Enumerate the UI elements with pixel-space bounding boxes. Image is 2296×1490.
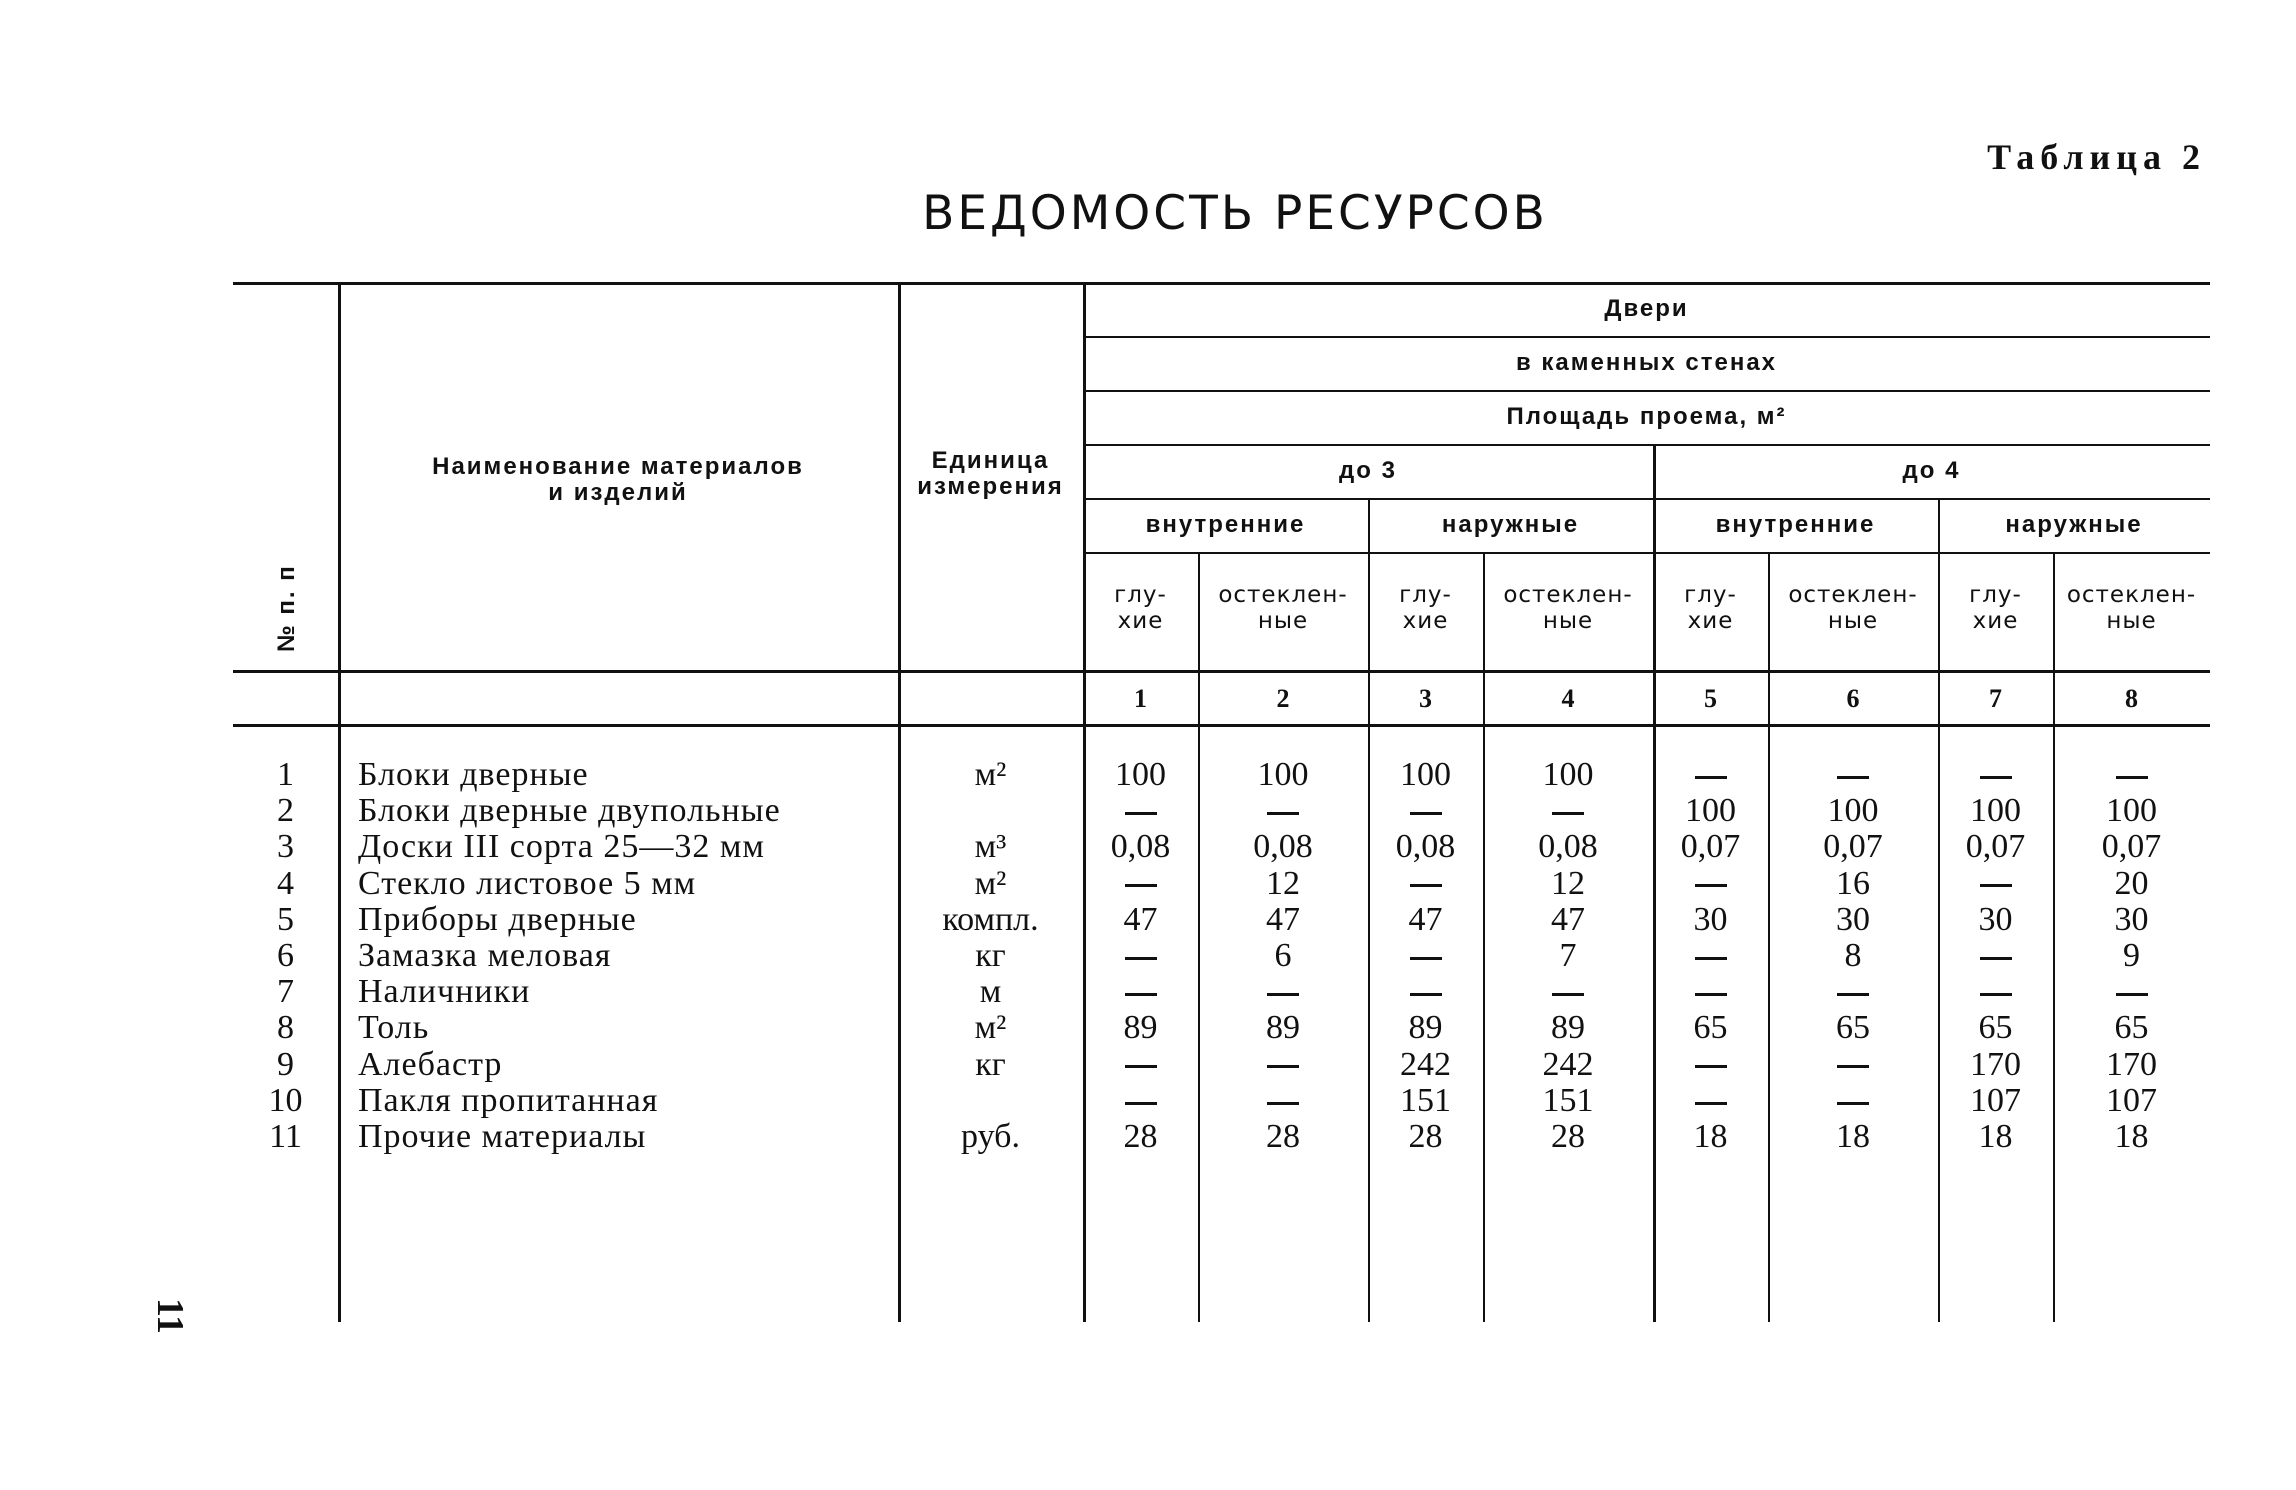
dash-mark xyxy=(1410,993,1442,996)
value-cell-col-1 xyxy=(1083,938,1198,974)
value-cell-col-3: 47 xyxy=(1408,900,1443,938)
unit: руб. xyxy=(961,1118,1020,1155)
dash-mark xyxy=(1695,776,1727,779)
value-cell-col-2: 0,08 xyxy=(1253,828,1313,866)
value-cell-col-2 xyxy=(1198,793,1368,829)
value-cell-col-6: 30 xyxy=(1836,900,1870,938)
dash-mark xyxy=(1695,957,1727,960)
row-number: 2 xyxy=(277,792,294,830)
header-stone-walls: в каменных стенах xyxy=(1515,349,1778,376)
document-title: ВЕДОМОСТЬ РЕСУРСОВ xyxy=(922,186,1548,241)
value-cell-col-1 xyxy=(1083,793,1198,829)
value-cell-col-5 xyxy=(1653,866,1768,902)
value-cell-col-6 xyxy=(1768,1083,1938,1119)
row-number: 4 xyxy=(277,864,294,902)
value-cell-col-7 xyxy=(1938,866,2053,902)
dash-mark xyxy=(1695,1102,1727,1105)
value-cell-col-1: 100 xyxy=(1115,756,1166,793)
value-cell-col-1 xyxy=(1083,866,1198,902)
header-leaf-7: глу- хие xyxy=(1969,582,2022,634)
dash-mark xyxy=(1837,1102,1869,1105)
table-row xyxy=(233,1047,2210,1083)
table-row xyxy=(233,938,2210,974)
unit: компл. xyxy=(942,900,1039,938)
value-cell-col-1: 28 xyxy=(1123,1118,1158,1155)
page-number: 11 xyxy=(149,1298,191,1334)
dash-mark xyxy=(1267,1065,1299,1068)
value-cell-col-2: 6 xyxy=(1274,937,1292,974)
value-cell-col-4: 100 xyxy=(1542,756,1594,793)
rule-opening-area xyxy=(1083,390,2210,392)
value-cell-col-8: 9 xyxy=(2123,937,2140,974)
material-name: Прочие материалы xyxy=(358,1118,647,1155)
value-cell-col-5: 30 xyxy=(1693,900,1728,938)
unit: м³ xyxy=(974,828,1007,866)
value-cell-col-4: 47 xyxy=(1551,900,1585,938)
value-cell-col-5 xyxy=(1653,1047,1768,1083)
column-number-1: 1 xyxy=(1134,684,1147,713)
row-number: 10 xyxy=(268,1081,303,1119)
dash-mark xyxy=(1695,1065,1727,1068)
table-row xyxy=(233,829,2210,865)
value-cell-col-3 xyxy=(1368,866,1483,902)
rule-colnum-bottom xyxy=(233,724,2210,727)
header-name: Наименование материалов и изделий xyxy=(432,453,804,506)
value-cell-col-3: 0,08 xyxy=(1395,828,1456,866)
material-name: Доски III сорта 25—32 мм xyxy=(358,828,765,866)
value-cell-col-8: 107 xyxy=(2106,1081,2157,1119)
value-cell-col-3: 242 xyxy=(1400,1045,1451,1083)
value-cell-col-8: 170 xyxy=(2106,1045,2157,1083)
value-cell-col-3: 151 xyxy=(1400,1081,1451,1119)
value-cell-col-3 xyxy=(1368,974,1483,1010)
row-number: 6 xyxy=(277,937,294,974)
header-area-upto-4: до 4 xyxy=(1902,457,1961,484)
value-cell-col-7 xyxy=(1938,757,2053,793)
value-cell-col-2: 28 xyxy=(1266,1118,1300,1155)
dash-mark xyxy=(1980,993,2012,996)
dash-mark xyxy=(1125,1065,1157,1068)
value-cell-col-2 xyxy=(1198,1083,1368,1119)
value-cell-col-5: 65 xyxy=(1693,1009,1728,1047)
table-row xyxy=(233,902,2210,938)
dash-mark xyxy=(1125,957,1157,960)
header-opening-area: Площадь проема, м² xyxy=(1506,403,1787,430)
dash-mark xyxy=(1125,1102,1157,1105)
unit xyxy=(898,1083,1083,1119)
value-cell-col-3: 100 xyxy=(1400,756,1451,793)
value-cell-col-4 xyxy=(1483,793,1653,829)
value-cell-col-3: 28 xyxy=(1408,1118,1443,1155)
material-name: Пакля пропитанная xyxy=(358,1081,659,1119)
rule-door-types xyxy=(1083,498,2210,500)
dash-mark xyxy=(1267,993,1299,996)
value-cell-col-2: 47 xyxy=(1266,900,1300,938)
dash-mark xyxy=(1980,957,2012,960)
rule-area-groups xyxy=(1083,444,2210,446)
value-cell-col-7: 30 xyxy=(1978,900,2013,938)
value-cell-col-4: 7 xyxy=(1559,937,1577,974)
row-number: 5 xyxy=(277,900,294,938)
value-cell-col-6 xyxy=(1768,974,1938,1010)
value-cell-col-6 xyxy=(1768,1047,1938,1083)
value-cell-col-1 xyxy=(1083,1083,1198,1119)
value-cell-col-5 xyxy=(1653,938,1768,974)
column-number-5: 5 xyxy=(1704,684,1717,713)
dash-mark xyxy=(1125,884,1157,887)
value-cell-col-6: 65 xyxy=(1836,1009,1870,1047)
dash-mark xyxy=(1980,884,2012,887)
column-number-6: 6 xyxy=(1846,684,1860,713)
unit: кг xyxy=(975,1045,1006,1083)
material-name: Толь xyxy=(358,1009,430,1047)
table-row xyxy=(233,866,2210,902)
value-cell-col-7 xyxy=(1938,974,2053,1010)
unit: м² xyxy=(974,1009,1007,1047)
value-cell-col-8: 100 xyxy=(2106,792,2157,830)
material-name: Стекло листовое 5 мм xyxy=(358,864,697,902)
dash-mark xyxy=(1267,1102,1299,1105)
value-cell-col-8: 18 xyxy=(2114,1118,2149,1155)
dash-mark xyxy=(1410,812,1442,815)
value-cell-col-7: 100 xyxy=(1970,792,2021,830)
material-name: Блоки дверные xyxy=(358,756,589,793)
value-cell-col-7: 18 xyxy=(1978,1118,2013,1155)
row-number: 9 xyxy=(277,1045,294,1083)
rule-header-bottom xyxy=(233,670,2210,673)
value-cell-col-2: 100 xyxy=(1257,756,1309,793)
unit: м² xyxy=(974,756,1007,793)
table-row xyxy=(233,1083,2210,1119)
value-cell-col-7: 0,07 xyxy=(1965,828,2026,866)
material-name: Приборы дверные xyxy=(358,900,637,938)
dash-mark xyxy=(1552,993,1584,996)
value-cell-col-3: 89 xyxy=(1408,1009,1443,1047)
dash-mark xyxy=(1837,776,1869,779)
value-cell-col-5 xyxy=(1653,757,1768,793)
dash-mark xyxy=(1267,812,1299,815)
value-cell-col-3 xyxy=(1368,793,1483,829)
header-leaf-1: глу- хие xyxy=(1114,582,1167,634)
value-cell-col-5 xyxy=(1653,1083,1768,1119)
value-cell-col-6: 0,07 xyxy=(1823,828,1883,866)
value-cell-col-3 xyxy=(1368,938,1483,974)
table-label: Таблица 2 xyxy=(1987,137,2206,177)
header-type-1: внутренние xyxy=(1145,511,1306,538)
value-cell-col-4: 151 xyxy=(1542,1081,1594,1119)
header-type-2: наружные xyxy=(1441,511,1580,538)
value-cell-col-8: 0,07 xyxy=(2101,828,2162,866)
row-number: 3 xyxy=(277,828,294,866)
dash-mark xyxy=(2116,993,2148,996)
dash-mark xyxy=(1837,1065,1869,1068)
value-cell-col-2 xyxy=(1198,1047,1368,1083)
table-row xyxy=(233,1119,2210,1155)
dash-mark xyxy=(2116,776,2148,779)
value-cell-col-4: 242 xyxy=(1542,1045,1594,1083)
value-cell-col-1: 89 xyxy=(1123,1009,1158,1047)
dash-mark xyxy=(1837,993,1869,996)
header-num: № п. п xyxy=(273,564,300,652)
material-name: Алебастр xyxy=(358,1045,503,1083)
value-cell-col-8 xyxy=(2053,757,2210,793)
header-leaf-3: глу- хие xyxy=(1399,582,1452,634)
value-cell-col-4: 0,08 xyxy=(1538,828,1598,866)
header-type-4: наружные xyxy=(2005,511,2143,538)
value-cell-col-2: 12 xyxy=(1266,864,1300,902)
value-cell-col-5 xyxy=(1653,974,1768,1010)
dash-mark xyxy=(1410,884,1442,887)
column-number-7: 7 xyxy=(1989,684,2002,713)
value-cell-col-4 xyxy=(1483,974,1653,1010)
value-cell-col-8: 30 xyxy=(2114,900,2149,938)
value-cell-col-7: 107 xyxy=(1970,1081,2021,1119)
column-number-4: 4 xyxy=(1561,684,1575,713)
header-leaf-2: остеклен- ные xyxy=(1218,582,1348,634)
header-leaf-8: остеклен- ные xyxy=(2066,582,2197,634)
dash-mark xyxy=(1552,812,1584,815)
table-row xyxy=(233,793,2210,829)
material-name: Замазка меловая xyxy=(358,937,612,974)
value-cell-col-2: 89 xyxy=(1266,1009,1300,1047)
rule-stone-walls xyxy=(1083,336,2210,338)
table-row xyxy=(233,1010,2210,1046)
row-number: 7 xyxy=(277,973,294,1011)
header-doors: Двери xyxy=(1604,295,1689,322)
value-cell-col-1: 47 xyxy=(1123,900,1158,938)
unit: кг xyxy=(975,937,1006,974)
value-cell-col-7 xyxy=(1938,938,2053,974)
unit: м xyxy=(979,973,1002,1011)
column-number-2: 2 xyxy=(1276,684,1290,713)
dash-mark xyxy=(1695,993,1727,996)
header-leaf-6: остеклен- ные xyxy=(1788,582,1918,634)
value-cell-col-4: 89 xyxy=(1551,1009,1585,1047)
value-cell-col-4: 28 xyxy=(1551,1118,1585,1155)
table-row xyxy=(233,974,2210,1010)
value-cell-col-6: 8 xyxy=(1844,937,1862,974)
row-number: 8 xyxy=(277,1009,294,1047)
resources-table xyxy=(233,282,2210,1322)
value-cell-col-1: 0,08 xyxy=(1110,828,1171,866)
dash-mark xyxy=(1125,993,1157,996)
value-cell-col-2 xyxy=(1198,974,1368,1010)
value-cell-col-4: 12 xyxy=(1551,864,1585,902)
value-cell-col-6: 18 xyxy=(1836,1118,1870,1155)
dash-mark xyxy=(1410,957,1442,960)
dash-mark xyxy=(1125,812,1157,815)
row-number: 1 xyxy=(277,756,294,793)
value-cell-col-5: 18 xyxy=(1693,1118,1728,1155)
header-leaf-4: остеклен- ные xyxy=(1503,582,1633,634)
value-cell-col-1 xyxy=(1083,1047,1198,1083)
column-number-3: 3 xyxy=(1419,684,1432,713)
value-cell-col-5: 0,07 xyxy=(1680,828,1741,866)
material-name: Наличники xyxy=(358,973,531,1011)
rule-leaf-types xyxy=(1083,552,2210,554)
unit: м² xyxy=(974,864,1007,902)
table-row xyxy=(233,757,2210,793)
dash-mark xyxy=(1980,776,2012,779)
header-type-3: внутренние xyxy=(1715,511,1876,538)
row-number: 11 xyxy=(269,1118,302,1155)
header-area-upto-3: до 3 xyxy=(1339,457,1397,484)
header-unit: Единица измерения xyxy=(917,447,1064,500)
value-cell-col-6 xyxy=(1768,757,1938,793)
rule-top xyxy=(233,282,2210,285)
unit xyxy=(898,793,1083,829)
value-cell-col-7: 65 xyxy=(1978,1009,2013,1047)
header-leaf-5: глу- хие xyxy=(1684,582,1737,634)
dash-mark xyxy=(1695,884,1727,887)
material-name: Блоки дверные двупольные xyxy=(358,792,781,830)
column-number-8: 8 xyxy=(2125,684,2138,713)
value-cell-col-5: 100 xyxy=(1685,792,1736,830)
value-cell-col-8: 65 xyxy=(2114,1009,2149,1047)
value-cell-col-8: 20 xyxy=(2114,864,2149,902)
value-cell-col-7: 170 xyxy=(1970,1045,2021,1083)
value-cell-col-6: 100 xyxy=(1827,792,1879,830)
value-cell-col-6: 16 xyxy=(1836,864,1870,902)
value-cell-col-1 xyxy=(1083,974,1198,1010)
value-cell-col-8 xyxy=(2053,974,2210,1010)
